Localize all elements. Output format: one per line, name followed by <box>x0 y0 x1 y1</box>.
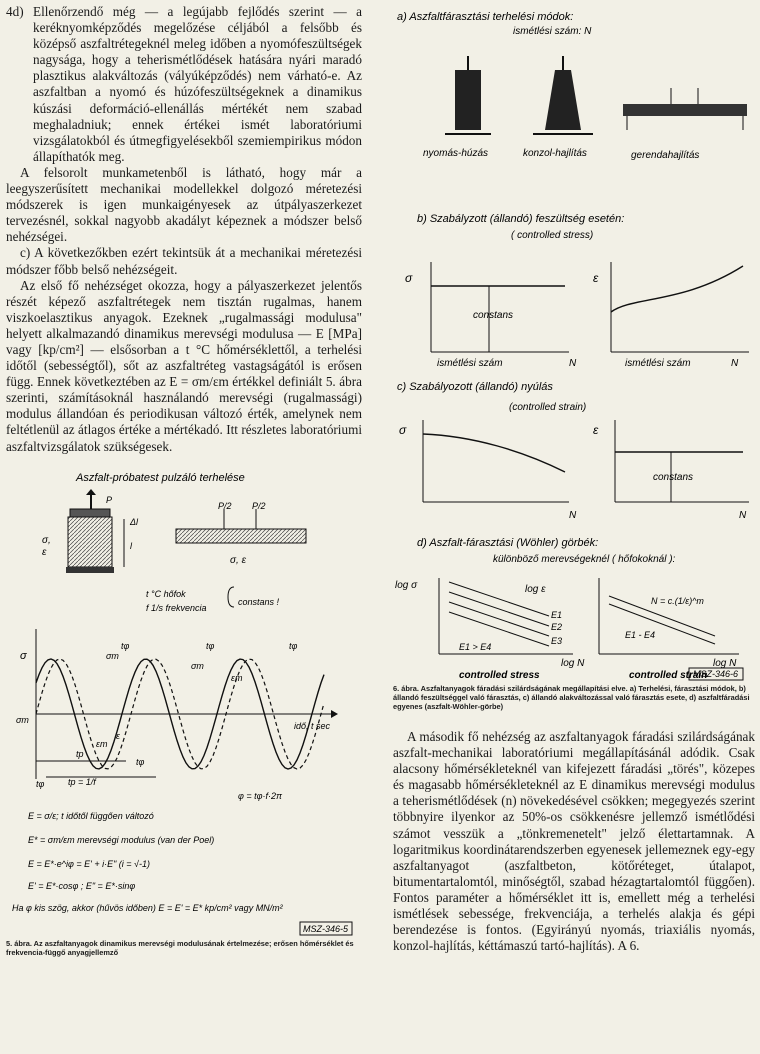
graph-c-strain <box>593 420 749 521</box>
figure-6-caption: 6. ábra. Aszfaltanyagok fáradási szilárdságának megállapítási elve. a) Terhelési, fárasztási módok, b) állandó feszültséggel való fárasztás, c) állandó alakváltozással való fárasztás esete, d) aszfaltfáradási egyenes (aszfalt-Wöhler-görbe) <box>393 684 750 711</box>
svg-text:E1 > E4: E1 > E4 <box>459 642 492 652</box>
beam-icon <box>176 501 306 566</box>
graph-d-strain <box>599 578 739 681</box>
load-mode-beam-icon <box>623 88 747 130</box>
svg-text:controlled strain: controlled strain <box>629 670 708 681</box>
svg-text:controlled stress: controlled stress <box>459 670 540 681</box>
svg-text:tp: tp <box>76 748 84 759</box>
graph-b-stress <box>405 262 577 369</box>
svg-text:idő, t sec: idő, t sec <box>294 720 331 731</box>
sine-plot <box>16 629 338 789</box>
svg-text:( controlled stress): ( controlled stress) <box>511 230 594 241</box>
svg-text:tφ: tφ <box>289 640 298 651</box>
svg-text:E* = σm/εm merevségi modulus: E* = σm/εm merevségi modulus (van der Poel) <box>28 834 215 845</box>
svg-text:constans !: constans ! <box>238 596 280 607</box>
load-mode-cantilever-icon <box>533 56 593 134</box>
paragraph-c: c) A következőkben ezért tekintsük át a mechanikai méretezési módszer főbb belső nehézségeit. <box>6 245 362 277</box>
specimen-icon <box>42 489 139 573</box>
svg-text:E = σ/ε; t időtől függően vál: E = σ/ε; t időtől függően változó <box>28 810 154 821</box>
svg-text:ismétlési szám: N: ismétlési szám: N <box>513 26 592 37</box>
svg-text:f 1/s frekvencia: f 1/s frekvencia <box>146 602 207 613</box>
svg-text:N = c.(1/ε)^m: N = c.(1/ε)^m <box>651 596 704 606</box>
svg-text:tφ: tφ <box>136 756 145 767</box>
svg-text:N: N <box>569 358 577 369</box>
svg-text:c) Szabályozott (állandó) nyúl: c) Szabályozott (állandó) nyúlás <box>397 381 553 393</box>
svg-text:N: N <box>739 510 747 521</box>
svg-text:log ε: log ε <box>525 584 546 595</box>
graph-d-stress <box>395 578 585 681</box>
svg-text:N: N <box>569 510 577 521</box>
svg-text:különböző merevségeknél ( hőfo: különböző merevségeknél ( hőfokoknál ): <box>493 554 676 565</box>
svg-text:ε: ε <box>116 730 120 741</box>
svg-text:a) Aszfaltfárasztási terhelési: a) Aszfaltfárasztási terhelési módok: <box>397 11 574 23</box>
figure-5 <box>6 469 362 939</box>
fig6-stamp: MSZ-346-6 <box>693 669 739 679</box>
paragraph-first-difficulty: Az első fő nehézséget okozza, hogy a pályaszerkezet jelentős részét képező aszfaltrétegek nem tisztán rugalmas, hanem viszkoelasztikus anyagok. Ezeknek „rugalmassági modulusa" helyett alkalmazandó dinamikus merevségi modulusa — E [MPa] vagy [kp/cm²] — elsősorban a t °C hőmérséklettől, a terhelési időtől (sebességtől), sőt az aszfaltréteg vastagságától is erősen függ. Ennek következtében az E = σm/εm értékkel definiált 5. ábra szerinti, számításoknál használandó merevségi (rugalmassági) modulus állandóan és periodikusan változó érték, amelynek nem feltétlenül az átlagos értéke a mértékadó. Itt részletes laboratóriumi aszfaltvizsgálatok szükségesek. <box>6 277 362 454</box>
svg-text:ε: ε <box>593 423 599 437</box>
svg-text:Δl: Δl <box>130 516 139 527</box>
svg-text:ε: ε <box>593 271 599 285</box>
svg-text:σm: σm <box>16 714 29 725</box>
svg-text:ismétlési szám: ismétlési szám <box>437 358 503 369</box>
graph-c-stress <box>399 420 577 521</box>
svg-text:σm: σm <box>191 660 204 671</box>
svg-text:tφ: tφ <box>121 640 130 651</box>
svg-text:l: l <box>130 540 132 551</box>
fig5-stamp: MSZ-346-5 <box>303 923 349 934</box>
svg-text:σ,: σ, <box>42 534 51 546</box>
svg-text:t °C hőfok: t °C hőfok <box>146 588 186 599</box>
svg-text:εm: εm <box>231 672 243 683</box>
svg-text:P: P <box>106 494 113 505</box>
svg-text:log σ: log σ <box>395 580 418 591</box>
svg-text:P/2: P/2 <box>252 500 266 511</box>
svg-text:nyomás-húzás: nyomás-húzás <box>423 148 489 159</box>
svg-text:σm: σm <box>106 650 119 661</box>
svg-text:E3: E3 <box>551 636 563 646</box>
svg-text:σ: σ <box>405 271 413 285</box>
svg-text:εm: εm <box>96 738 108 749</box>
svg-text:constans: constans <box>473 310 514 321</box>
fig5-title: Aszfalt-próbatest pulzáló terhelése <box>76 471 245 484</box>
paragraph-second-difficulty: A második fő nehézség az aszfaltanyagok fáradási szilárdságának aszfalt-mechanikai laboratóriumi megállapításánál adódik. Csak alacsony hőmérsékleteknél van kifejezett fáradási „törés", közepes és magasabb hőmérsékleteknél az E dinamikus merevségi modulus a teherismétlődések (n) növekedésével csökken; megegyezés szerint többnyire ilyenkor az 50%-os csökkenésre jellemző ismétlődési számot vesszük a „tönkremenetelt" jelző élettartamnak. A logaritmikus koordinátarendszerben egyenesek jellemeznek egy-egy aszfaltanyagot (aszfaltbeton, kötőréteget, útalapot, bitumentartalomtól, minőségtől, szabad hézagtartalomtól függően). Fontos paraméter a hőmérséklet itt is, emellett még a terhelési ismétlések sebessége, frekvenciája, a terhelés alakja és gépi berendezése is fontos. (Egyirányú nyomás, triaxiális nyomás, konzol-hajlítás, kéttámaszú tartó-hajlítás). A 6. <box>393 729 755 954</box>
left-column <box>6 4 362 957</box>
svg-text:N: N <box>731 358 739 369</box>
svg-text:b) Szabályzott (állandó) feszü: b) Szabályzott (állandó) feszültség esetén: <box>417 213 625 225</box>
svg-text:P/2: P/2 <box>218 500 232 511</box>
svg-text:E = E*·e^iφ = E' + i·E" (: E = E*·e^iφ = E' + i·E" (i = √-1) <box>28 858 150 869</box>
svg-text:tφ: tφ <box>36 778 45 789</box>
svg-text:σ: σ <box>399 423 407 437</box>
figure-6 <box>393 6 755 682</box>
figure-5-caption: 5. ábra. Az aszfaltanyagok dinamikus merevségi modulusának értelmezése; erősen hőmérséklet és frekvencia-függő anyagjellemző <box>6 938 354 957</box>
svg-text:ε: ε <box>42 546 47 558</box>
svg-text:σ: σ <box>20 649 27 662</box>
svg-text:ismétlési szám: ismétlési szám <box>625 358 691 369</box>
paragraph-summary: A felsorolt munkametenből is látható, hogy már a leegyszerűsített mechanikai modellekkel dolgozó méretezési módszerek is igen munkaigényesek az útpályaszerkezet tervezésnél, sokkal nagyobb akadályt képeznek a módszer belső nehézségei. <box>6 164 362 245</box>
svg-text:E1 - E4: E1 - E4 <box>625 630 656 640</box>
svg-text:σ, ε: σ, ε <box>230 554 246 566</box>
svg-text:tφ: tφ <box>206 640 215 651</box>
svg-text:E1: E1 <box>551 610 563 620</box>
svg-text:log N: log N <box>713 658 737 669</box>
svg-text:d) Aszfalt-fárasztási (Wöhler): d) Aszfalt-fárasztási (Wöhler) görbék: <box>417 537 599 549</box>
svg-text:constans: constans <box>653 472 694 483</box>
svg-text:φ = tφ·f·2π: φ = tφ·f·2π <box>238 790 283 801</box>
svg-text:konzol-hajlítás: konzol-hajlítás <box>523 148 587 159</box>
load-mode-compression-icon <box>445 56 491 134</box>
svg-text:gerendahajlítás: gerendahajlítás <box>631 150 700 161</box>
svg-text:Ha φ kis szög, akkor (hűvös id: Ha φ kis szög, akkor (hűvös időben) E = E' = E* kp/cm² vagy MN/m² <box>12 902 283 913</box>
svg-text:tp = 1/f: tp = 1/f <box>68 776 96 787</box>
right-column <box>393 6 755 954</box>
svg-text:E' = E*·cosφ ; E" = E*·sinφ: E' = E*·cosφ ; E" = E*·sinφ <box>28 880 136 891</box>
svg-text:E2: E2 <box>551 622 563 632</box>
svg-text:(controlled strain): (controlled strain) <box>509 402 587 413</box>
graph-b-strain <box>593 262 749 369</box>
paragraph-4d: 4d) Ellenőrzendő még — a legújabb fejlődés szerint — a keréknyomképződés megelőzése céljából a felsőbb és középső aszfaltrétegeknél meleg időben a nyomófeszültségek nagysága, hogy a teherismétlődések hatására nyári maradó plasztikus alakváltozás (vályúképződés) nem várható-e. Az aszfaltban a nyomó és húzófeszültségeknek a dinamikus kúszási deformáció-ellenállás mértékét nem szabad meghaladniuk; ennek értékei ismét laboratóriumi vizsgálatokból és útmegfigyelésekből szemiempirikus módon állapíthatók meg. <box>6 4 362 164</box>
svg-text:log N: log N <box>561 658 585 669</box>
